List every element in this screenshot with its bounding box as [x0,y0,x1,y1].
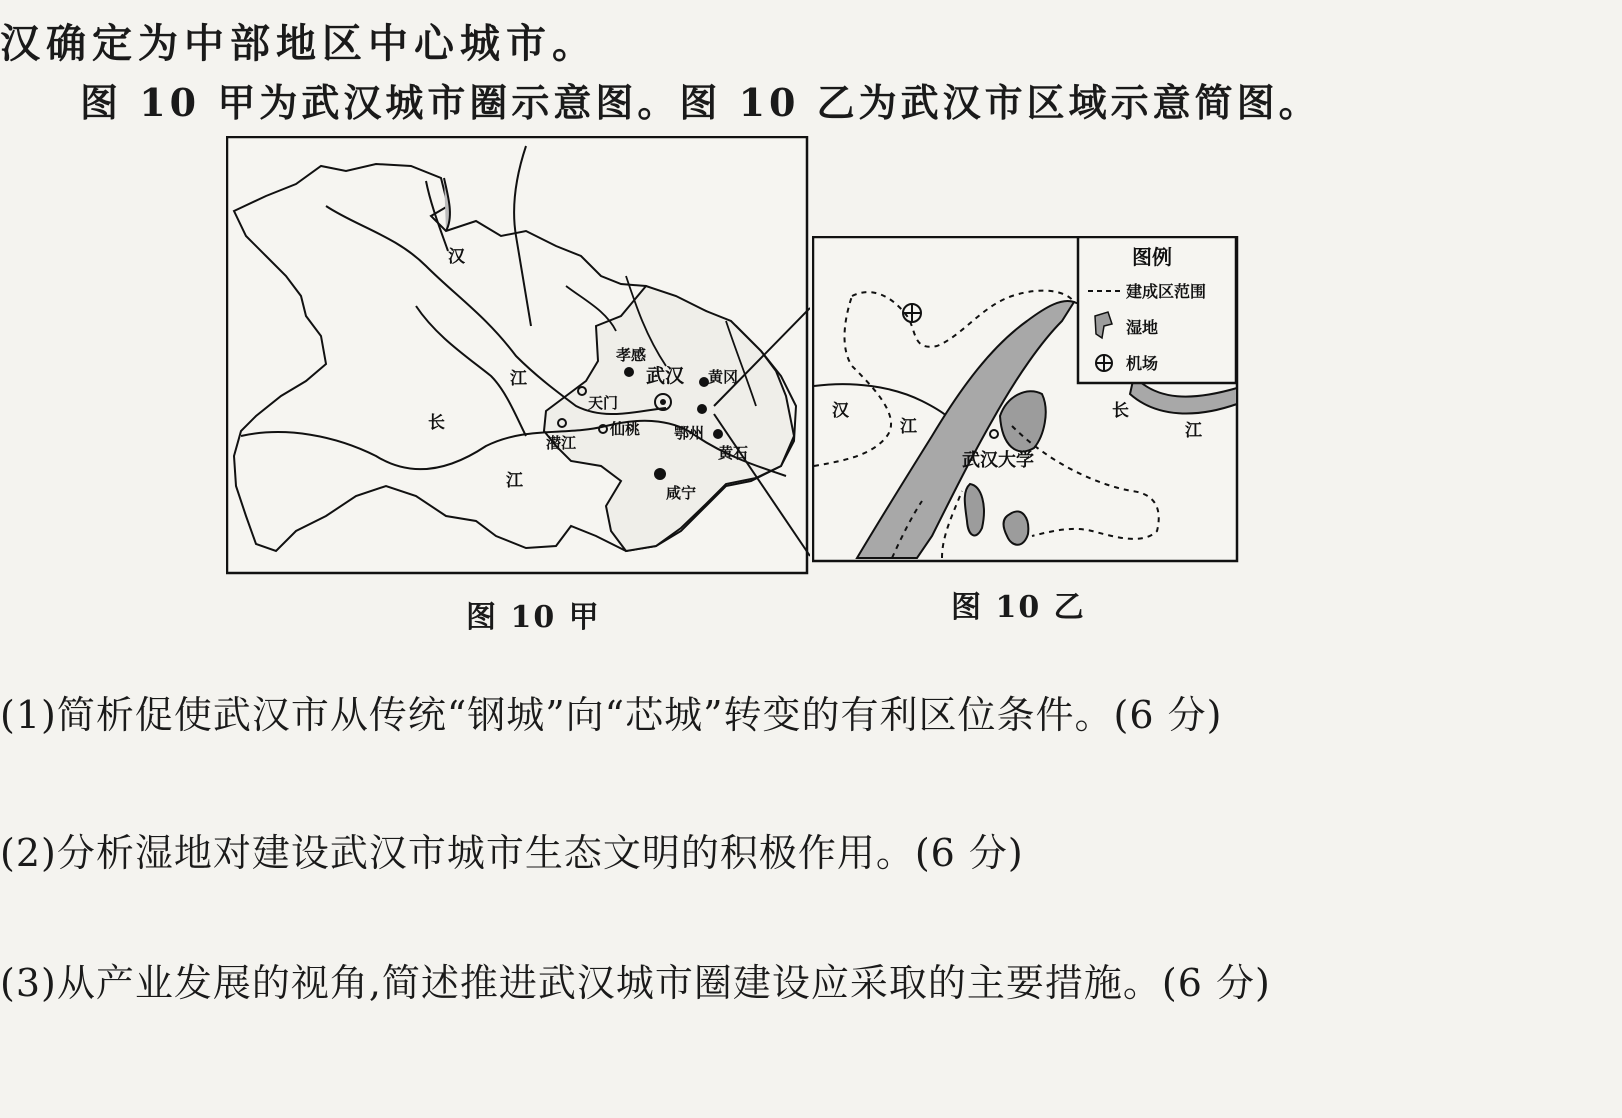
label-xiaogan: 孝感 [616,346,647,364]
question-2: (2)分析湿地对建设武汉市城市生态文明的积极作用。(6 分) [0,831,1024,875]
label-tianmen: 天门 [588,394,619,412]
legend-wetland: 湿地 [1126,318,1159,337]
intro-line-1: 汉确定为中部地区中心城市。 [0,20,598,67]
label-jiang-left: 江 [900,417,917,437]
legend [1078,237,1236,383]
legend-built: 建成区范围 [1126,282,1207,301]
question-3: (3)从产业发展的视角,简述推进武汉城市圈建设应采取的主要措施。(6 分) [0,961,1271,1005]
label-xianning: 咸宁 [666,484,697,502]
caption-map-a: 图 10 甲 [466,600,601,635]
label-huangshi: 黄石 [718,444,749,462]
label-ezhou: 鄂州 [674,424,705,442]
label-han: 汉 [832,401,849,421]
label-qianjiang: 潜江 [546,434,577,452]
label-chang: 长 [428,413,445,433]
city-dot-huangshi [713,429,723,439]
label-jiang-2: 江 [506,471,523,491]
legend-title: 图例 [1132,245,1172,269]
map-wuhan-city-circle [226,136,810,578]
intro-line-2: 图 10 甲为武汉城市圈示意图。图 10 乙为武汉市区域示意简图。 [80,80,1321,125]
question-1: (1)简析促使武汉市从传统“钢城”向“芯城”转变的有利区位条件。(6 分) [0,693,1223,737]
label-wuhan: 武汉 [646,365,685,387]
label-chang: 长 [1112,401,1129,421]
city-dot-xiaogan [624,367,634,377]
caption-map-b: 图 10 乙 [951,590,1086,625]
map-wuhan-district [812,236,1240,566]
label-whu: 武汉大学 [962,450,1034,471]
city-dot-xianning [654,468,666,480]
label-xiantao: 仙桃 [610,420,641,438]
city-dot-ezhou [697,404,707,414]
label-jiang-right: 江 [1185,421,1202,441]
label-huanggang: 黄冈 [708,368,739,386]
label-han: 汉 [448,247,465,267]
legend-airport: 机场 [1126,354,1159,373]
label-jiang: 江 [510,369,527,389]
